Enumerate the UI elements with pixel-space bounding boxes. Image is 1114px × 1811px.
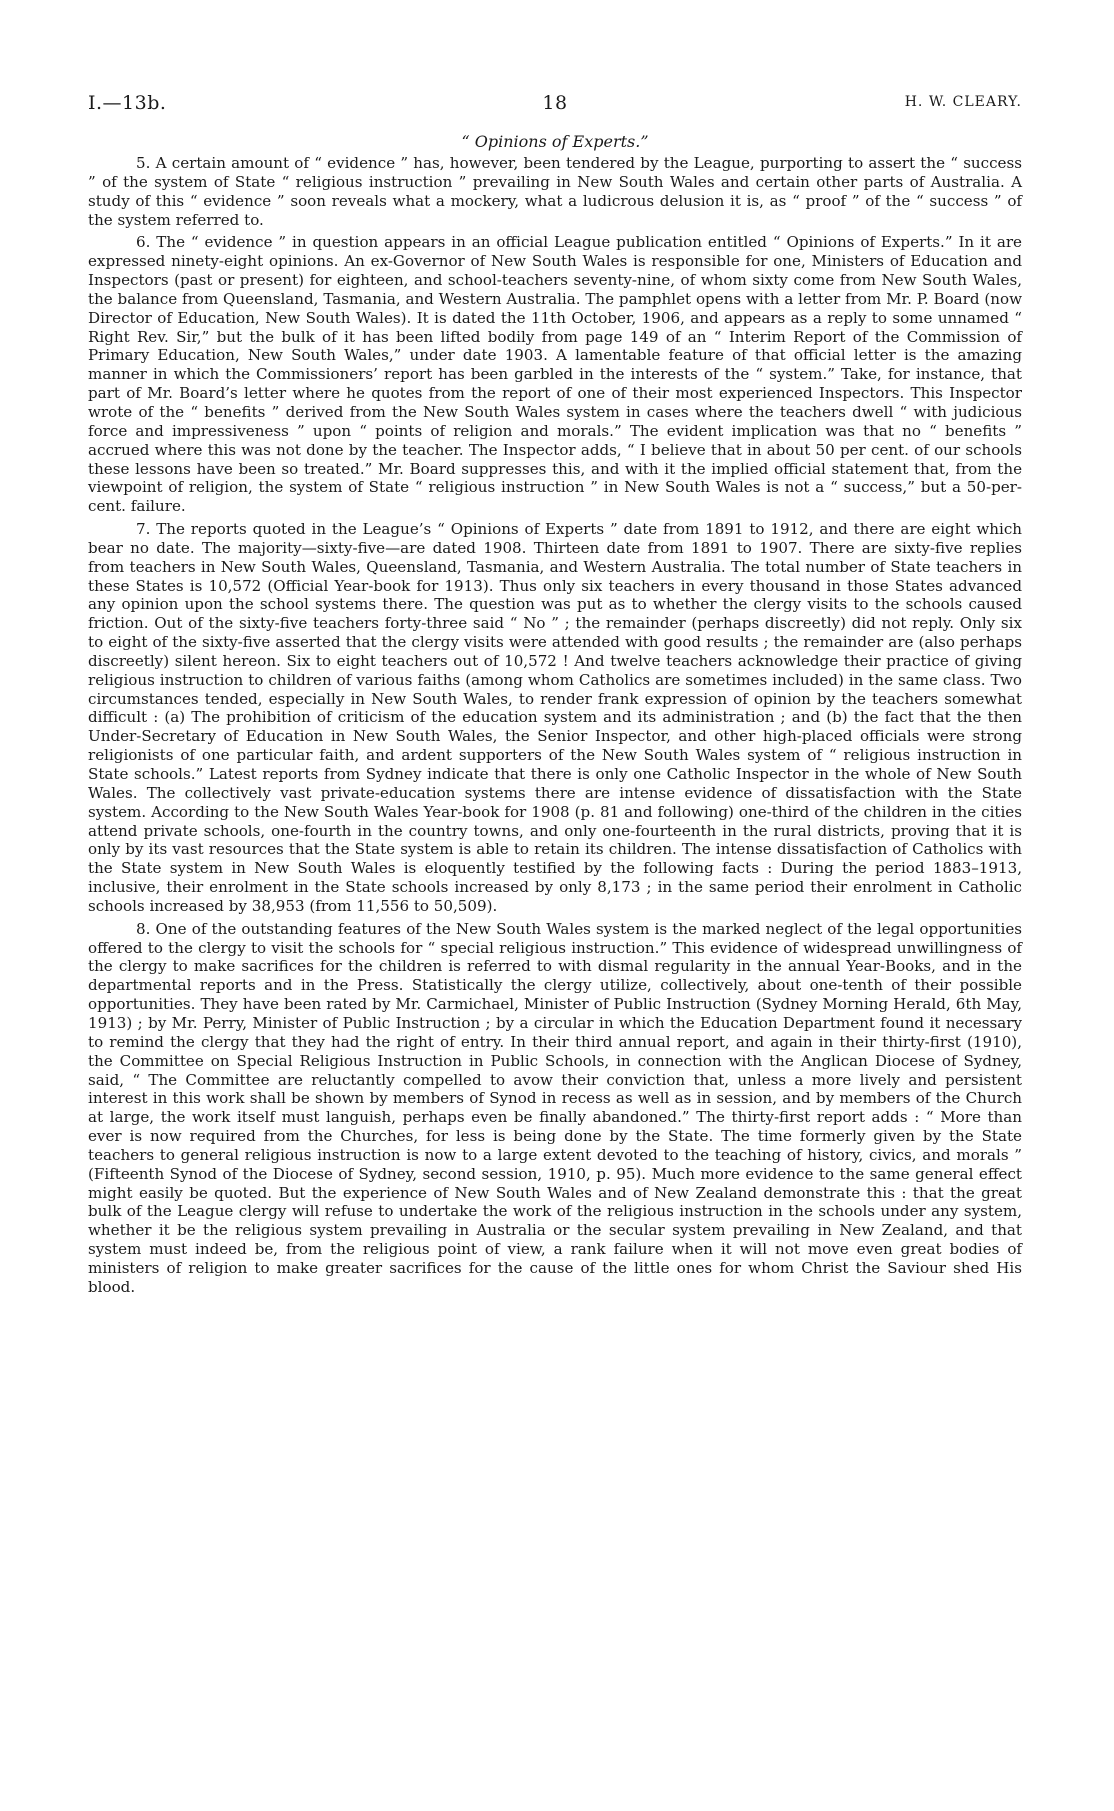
running-header (88, 92, 1022, 128)
witness-name: H. W. CLEARY. (904, 94, 1022, 110)
paragraph-8: 8. One of the outstanding features of the New South Wales system is the marked neglect of the legal opportunities offered to the clergy to visit the schools for “ special religious instruction.” This evidence of widespread unwillingness of the clergy to make sacrifices for the children is referred to with dismal regularity in the annual Year-Books, and in the departmental reports and in the Press. Statistically the clergy utilize, collectively, about one-tenth of their possible opportunities. They have been rated by Mr. Carmichael, Minister of Public Instruction (Sydney Morning Herald, 6th May, 1913) ; by Mr. Perry, Minister of Public Instruction ; by a circular in which the Education Department found it necessary to remind the clergy that they had the right of entry. In their third annual report, and again in their thirty-first (1910), the Committee on Special Religious Instruction in Public Schools, in connection with the Anglican Diocese of Sydney, said, “ The Committee are reluctantly compelled to avow their conviction that, unless a more lively and persistent interest in this work shall be shown by members of Synod in recess as well as in session, and by members of the Church at large, the work itself must languish, perhaps even be finally abandoned.” The thirty-first report adds : “ More than ever is now required from the Churches, for less is being done by the State. The time formerly given by the State teachers to general religious instruction is now to a large extent devoted to the teaching of history, civics, and morals ” (Fifteenth Synod of the Diocese of Sydney, second session, 1910, p. 95). Much more evidence to the same general effect might easily be quoted. But the experience of New South Wales and of New Zealand demonstrate this : that the great bulk of the League clergy will refuse to undertake the work of the religious instruction in the schools under any system, whether it be the religious system prevailing in Australia or the secular system prevailing in New Zealand, and that system must indeed be, from the religious point of view, a rank failure when it will not move even great bodies of ministers of religion to make greater sacrifices for the cause of the little ones for whom Christ the Saviour shed His blood. (88, 919, 1022, 1296)
document-reference: I.—13b. (88, 92, 167, 114)
section-title: “ Opinions of Experts.” (461, 132, 649, 151)
paragraph-5: 5. A certain amount of “ evidence ” has, however, been tendered by the League, purporting to assert the “ success ” of the system of State “ religious instruction ” prevailing in New South Wales and certain other parts of Australia. A study of this “ evidence ” soon reveals what a mockery, what a ludicrous delusion it is, as “ proof ” of the “ success ” of the system referred to. (88, 154, 1022, 229)
document-page (88, 92, 1022, 1301)
paragraph-6: 6. The “ evidence ” in question appears in an official League publication entitled “ Opinions of Experts.” In it are expressed ninety-eight opinions. An ex-Governor of New South Wales is responsible for one, Ministers of Education and Inspectors (past or present) for eighteen, and school-teachers seventy-nine, of whom sixty come from New South Wales, the balance from Queensland, Tasmania, and Western Australia. The pamphlet opens with a letter from Mr. P. Board (now Director of Education, New South Wales). It is dated the 11th October, 1906, and appears as a reply to some unnamed “ Right Rev. Sir,” but the bulk of it has been lifted bodily from page 149 of an “ Interim Report of the Commission of Primary Education, New South Wales,” under date 1903. A lamentable feature of that official letter is the amazing manner in which the Commissioners’ report has been garbled in the interests of the “ system.” Take, for instance, that part of Mr. Board’s letter where he quotes from the report of one of their most experienced Inspectors. This Inspector wrote of the “ benefits ” derived from the New South Wales system in cases where the teachers dwell “ with judicious force and impressiveness ” upon “ points of religion and morals.” The evident implication was that no “ benefits ” accrued where this was not done by the teacher. The Inspector adds, “ I believe that in about 50 per cent. of our schools these lessons have been so treated.” Mr. Board suppresses this, and with it the implied official statement that, from the viewpoint of religion, the system of State “ religious instruction ” in New South Wales is not a “ success,” but a 50-per-cent. failure. (88, 233, 1022, 516)
page-number: 18 (542, 92, 568, 114)
paragraph-7: 7. The reports quoted in the League’s “ Opinions of Experts ” date from 1891 to 1912, and there are eight which bear no date. The majority—sixty-five—are dated 1908. Thirteen date from 1891 to 1907. There are sixty-five replies from teachers in New South Wales, Queensland, Tasmania, and Western Australia. The total number of State teachers in these States is 10,572 (Official Year-book for 1913). Thus only six teachers in every thousand in those States advanced any opinion upon the school systems there. The question was put as to whether the clergy visits to the schools caused friction. Out of the sixty-five teachers forty-three said “ No ” ; the remainder (perhaps discreetly) did not reply. Only six to eight of the sixty-five asserted that the clergy visits were attended with good results ; the remainder are (also perhaps discreetly) silent hereon. Six to eight teachers out of 10,572 ! And twelve teachers acknowledge their practice of giving religious instruction to children of various faiths (among whom Catholics are sometimes included) in the same class. Two circumstances tended, especially in New South Wales, to render frank expression of opinion by the teachers somewhat difficult : (a) The prohibition of criticism of the education system and its administration ; and (b) the fact that the then Under-Secretary of Education in New South Wales, the Senior Inspector, and other high-placed officials were strong religionists of one particular faith, and ardent supporters of the New South Wales system of “ religious instruction in State schools.” Latest reports from Sydney indicate that there is only one Catholic Inspector in the whole of New South Wales. The collectively vast private-education systems there are intense evidence of dissatisfaction with the State system. According to the New South Wales Year-book for 1908 (p. 81 and following) one-third of the children in the cities attend private schools, one-fourth in the country towns, and only one-fourteenth in the rural districts, proving that it is only by its vast resources that the State system is able to retain its children. The intense dissatisfaction of Catholics with the State system in New South Wales is eloquently testified by the following facts : During the period 1883–1913, inclusive, their enrolment in the State schools increased by only 8,173 ; in the same period their enrolment in Catholic schools increased by 38,953 (from 11,556 to 50,509). (88, 520, 1022, 915)
